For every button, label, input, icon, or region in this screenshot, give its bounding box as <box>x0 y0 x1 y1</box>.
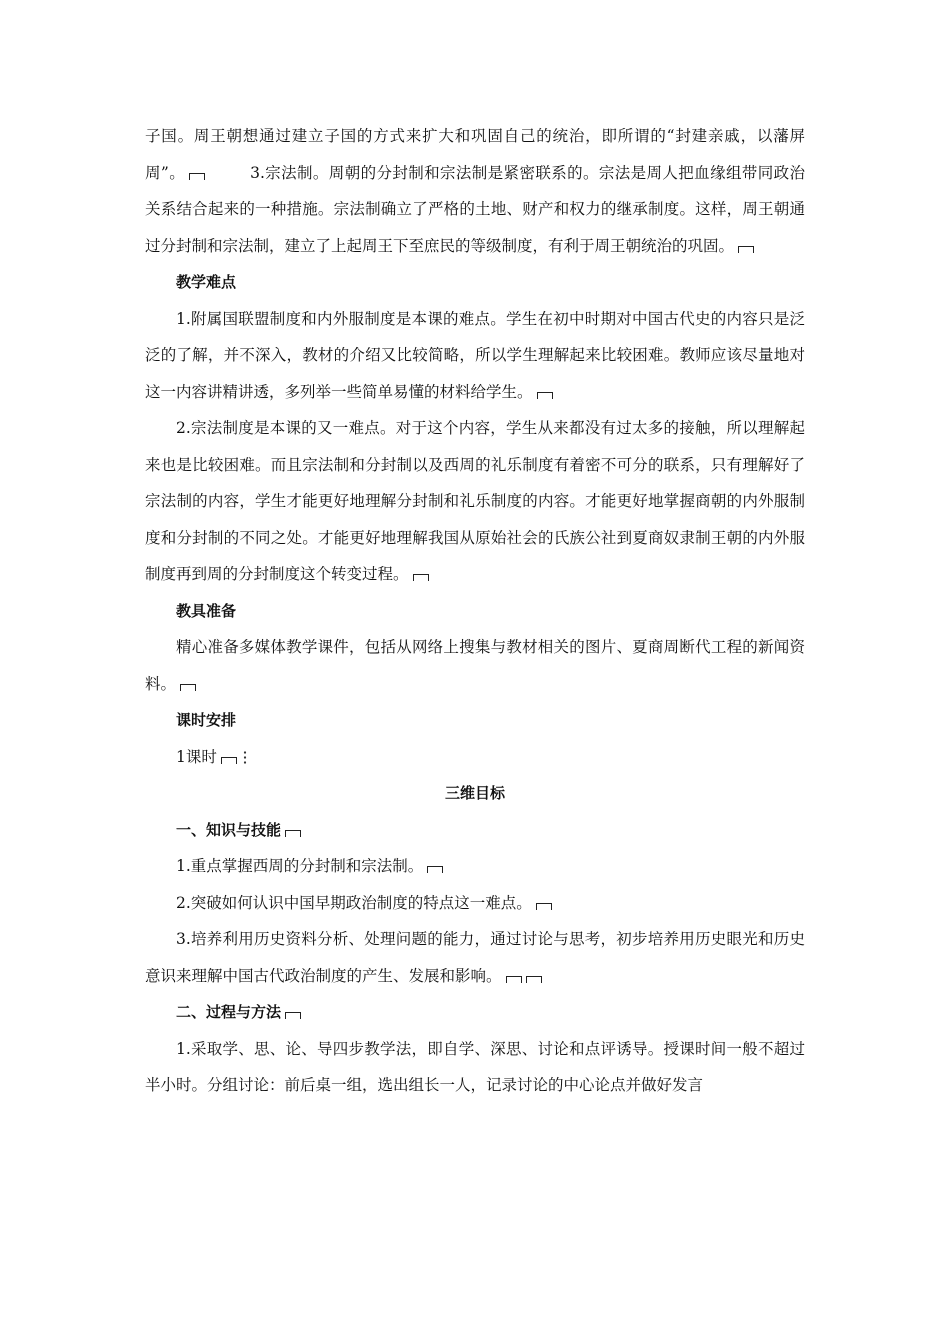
paragraph-zongfa <box>145 118 805 264</box>
paragraph-mark-icon <box>536 903 552 910</box>
paragraph-mark-icon <box>526 976 542 983</box>
paragraph-text: 1课时 <box>176 747 217 766</box>
paragraph-tools <box>145 629 805 702</box>
paragraph-text: 子国。周王朝想通过建立子国的方式来扩大和巩固自己的统治，即所谓的“封建亲戚，以藩屏周”。 <box>145 127 805 182</box>
heading-process <box>145 994 805 1031</box>
paragraph-difficulty-2 <box>145 410 805 593</box>
paragraph-text: 3.培养利用历史资料分析、处理问题的能力，通过讨论与思考，初步培养用历史眼光和历史意识来理解中国古代政治制度的产生、发展和影响。 <box>145 930 805 985</box>
paragraph-mark-icon <box>221 757 237 764</box>
paragraph-text: 1.重点掌握西周的分封制和宗法制。 <box>176 857 424 875</box>
paragraph-text: 2.宗法制度是本课的又一难点。对于这个内容，学生从来都没有过太多的接触，所以理解起来也是比较困难。而且宗法制和分封制以及西周的礼乐制度有着密不可分的联系，只有理解好了宗法制的内容，学生才能更好地理解分封制和礼乐制度的内容。才能更好地掌握商朝的内外服制度和分封制的不同之处。才能更好地理解我国从原始社会的氏族公社到夏商奴隶制王朝的内外服制度再到周的分封制度这个转变过程。 <box>145 419 805 583</box>
paragraph-text: 3.宗法制。周朝的分封制和宗法制是紧密联系的。宗法是周人把血缘组带同政治关系结合起来的一种措施。宗法制确立了严格的土地、财产和权力的继承制度。这样，周王朝通过分封制和宗法制，建立了上起周王下至庶民的等级制度，有利于周王朝统治的巩固。 <box>145 163 805 255</box>
paragraph-mark-icon <box>285 1012 301 1019</box>
heading-difficulty: 教学难点 <box>176 273 237 291</box>
heading-schedule: 课时安排 <box>176 711 237 729</box>
paragraph-method-1 <box>145 1031 805 1104</box>
paragraph-mark-icon <box>506 976 522 983</box>
vertical-dots-icon <box>243 750 247 764</box>
paragraph-mark-icon <box>427 866 443 873</box>
heading-text: 二、过程与方法 <box>176 1003 282 1021</box>
paragraph-text: 2.突破如何认识中国早期政治制度的特点这一难点。 <box>176 893 532 912</box>
paragraph-text: 1.附属国联盟制度和内外服制度是本课的难点。学生在初中时期对中国古代史的内容只是泛泛的了解，并不深入，教材的介绍又比较简略，所以学生理解起来比较困难。教师应该尽量地对这一内容讲精讲透，多列举一些简单易懂的材料给学生。 <box>145 309 805 401</box>
paragraph-schedule <box>145 739 805 776</box>
paragraph-knowledge-1 <box>145 848 805 885</box>
paragraph-knowledge-2 <box>145 885 805 922</box>
heading-knowledge <box>145 812 805 849</box>
heading-tools: 教具准备 <box>176 601 237 620</box>
paragraph-mark-icon <box>285 830 301 837</box>
paragraph-text: 精心准备多媒体教学课件，包括从网络上搜集与教材相关的图片、夏商周断代工程的新闻资料。 <box>145 638 805 693</box>
heading-goals: 三维目标 <box>444 784 505 802</box>
heading-text: 一、知识与技能 <box>176 820 282 839</box>
paragraph-mark-icon <box>180 684 196 691</box>
paragraph-knowledge-3 <box>145 921 805 994</box>
paragraph-mark-icon <box>537 392 553 399</box>
paragraph-difficulty-1 <box>145 301 805 411</box>
paragraph-mark-icon <box>189 173 205 180</box>
paragraph-mark-icon <box>413 574 429 581</box>
paragraph-text: 1.采取学、思、论、导四步教学法，即自学、深思、讨论和点评诱导。授课时间一般不超过半小时。分组讨论：前后桌一组，选出组长一人，记录讨论的中心论点并做好发言 <box>145 1039 805 1094</box>
paragraph-mark-icon <box>738 246 754 253</box>
document-body <box>145 118 805 1104</box>
